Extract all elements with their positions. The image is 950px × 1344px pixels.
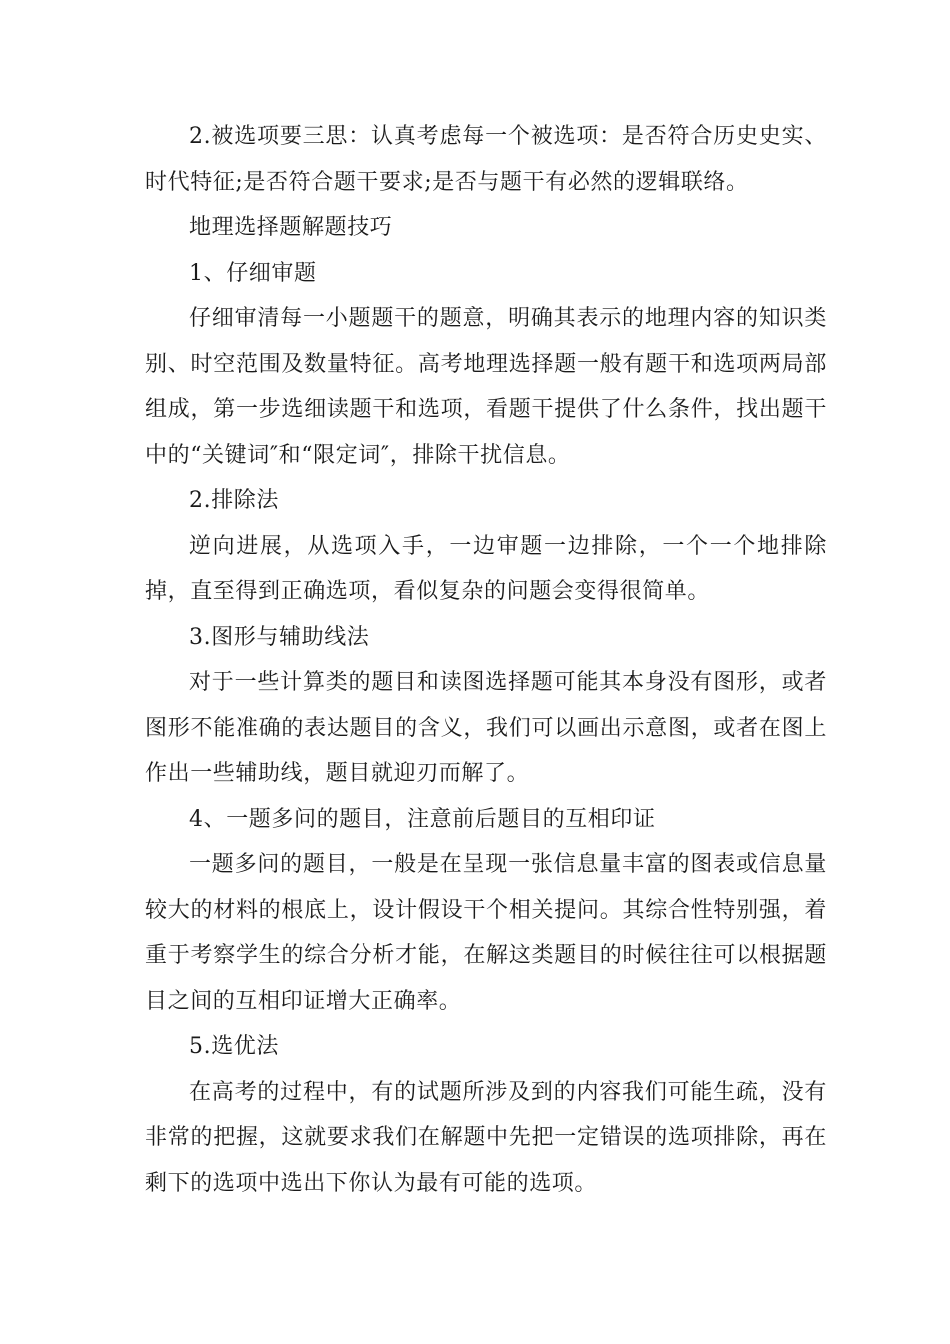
heading-best-choice: 5.选优法 <box>189 1034 279 1059</box>
paragraph-careful-reading: 仔细审清每一小题题干的题意，明确其表示的地理内容的知识类别、时空范围及数量特征。高考地理选择题一般有题干和选项两局部组成，第一步选细读题干和选项，看题干提供了什么条件，找出题干中的“关键词″和“限定词″，排除干扰信息。 <box>145 306 827 468</box>
paragraph-graph-method: 对于一些计算类的题目和读图选择题可能其本身没有图形，或者图形不能准确的表达题目的含义，我们可以画出示意图，或者在图上作出一些辅助线，题目就迎刃而解了。 <box>145 670 827 786</box>
heading-careful-reading: 1、仔细审题 <box>189 260 317 286</box>
section-title-geography-tips: 地理选择题解题技巧 <box>189 215 393 240</box>
paragraph-option-thinking: 2.被选项要三思：认真考虑每一个被选项：是否符合历史史实、时代特征;是否符合题干要求;是否与题干有必然的逻辑联络。 <box>145 124 827 195</box>
paragraph-elimination-method: 逆向进展，从选项入手，一边审题一边排除，一个一个地排除掉，直至得到正确选项，看似复杂的问题会变得很简单。 <box>145 533 827 604</box>
heading-graph-method: 3.图形与辅助线法 <box>189 624 370 650</box>
heading-multi-question: 4、一题多问的题目，注意前后题目的互相印证 <box>189 806 656 832</box>
document-body <box>145 114 827 1206</box>
paragraph-multi-question: 一题多问的题目，一般是在呈现一张信息量丰富的图表或信息量较大的材料的根底上，设计假设干个相关提问。其综合性特别强，着重于考察学生的综合分析才能，在解这类题目的时候往往可以根据题目之间的互相印证增大正确率。 <box>145 852 827 1014</box>
heading-elimination-method: 2.排除法 <box>189 488 279 513</box>
paragraph-best-choice: 在高考的过程中，有的试题所涉及到的内容我们可能生疏，没有非常的把握，这就要求我们在解题中先把一定错误的选项排除，再在剩下的选项中选出下你认为最有可能的选项。 <box>145 1079 827 1196</box>
